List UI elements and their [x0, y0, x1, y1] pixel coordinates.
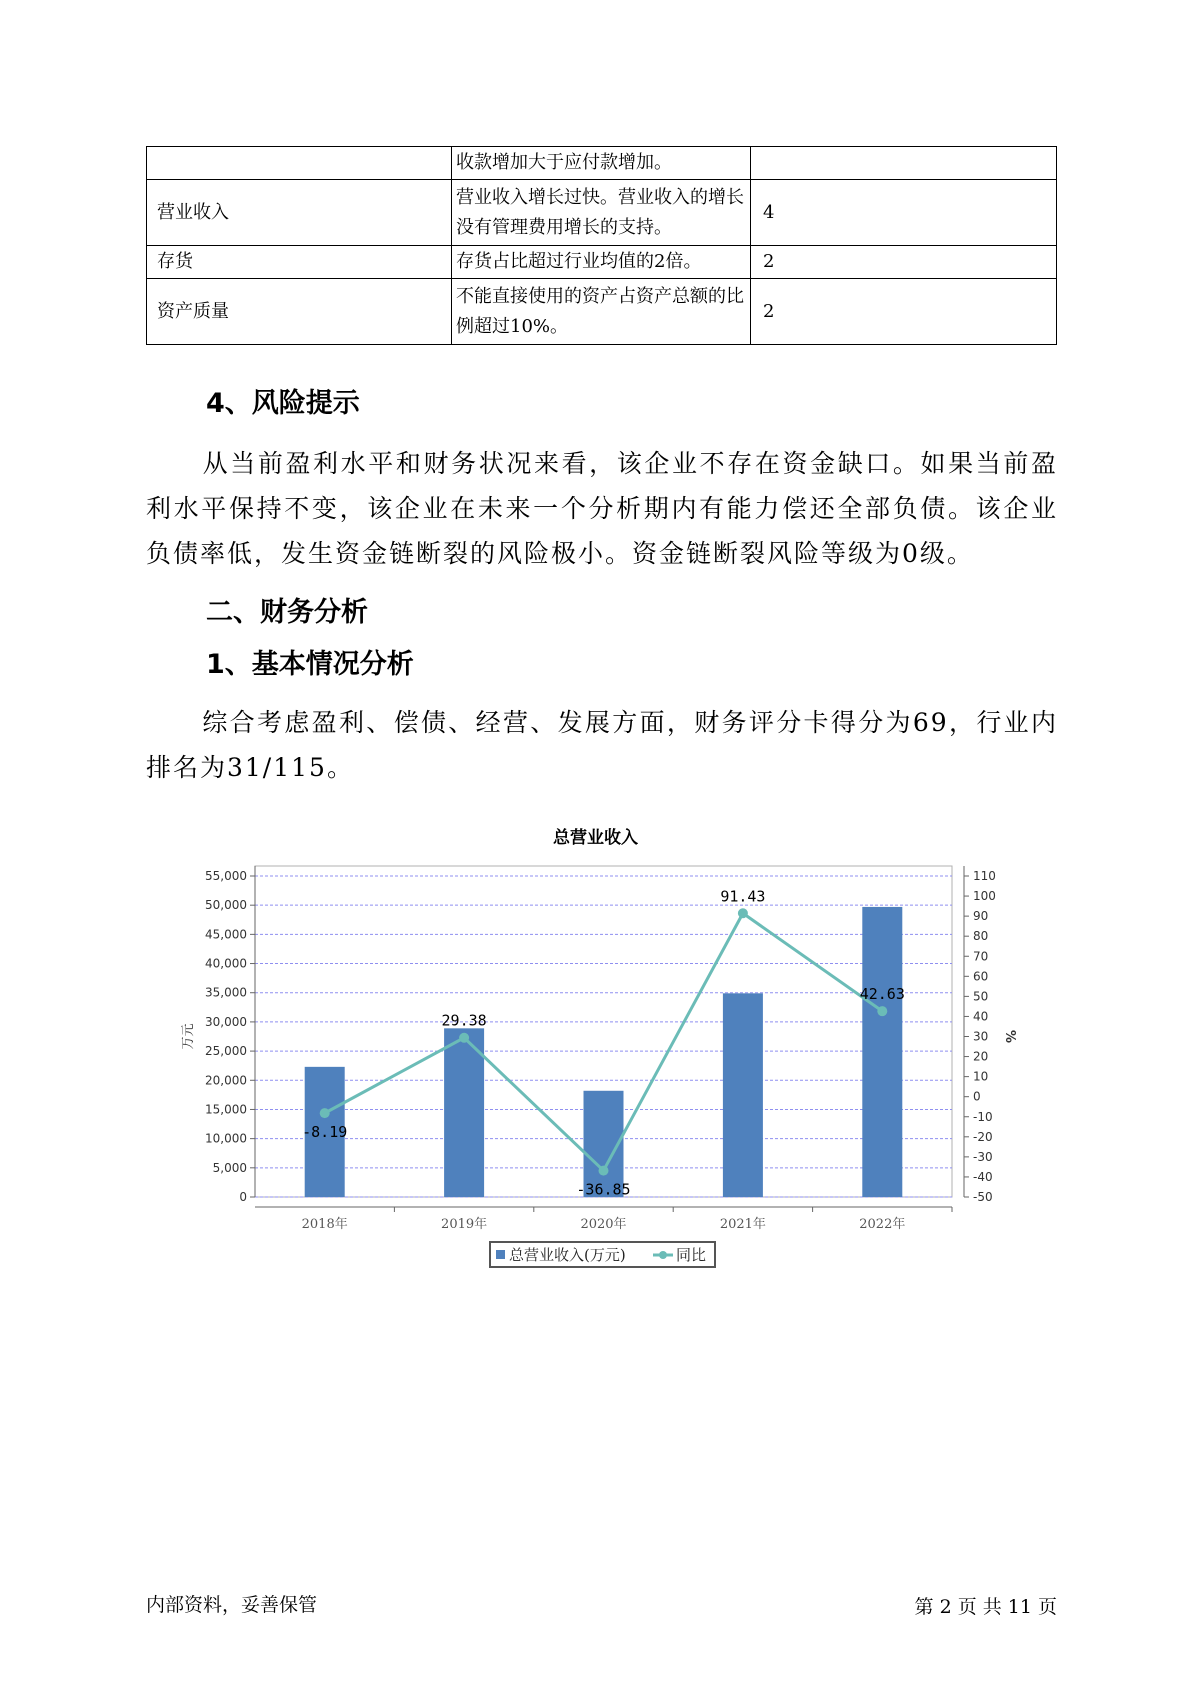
y2-tick-label: 10: [973, 1069, 989, 1084]
y2-tick-label: -30: [973, 1149, 993, 1164]
y2-tick-label: 20: [973, 1049, 989, 1064]
y2-tick-label: 110: [973, 869, 996, 883]
y-tick-label: 50,000: [205, 898, 247, 913]
point-yoy: [459, 1033, 469, 1043]
table-cell-item: 资产质量: [147, 279, 452, 345]
y-tick-label: 35,000: [205, 985, 247, 1000]
y-tick-label: 30,000: [205, 1014, 247, 1029]
table-cell-desc: 营业收入增长过快。营业收入的增长没有管理费用增长的支持。: [452, 180, 751, 246]
y-tick-label: 55,000: [205, 869, 247, 883]
legend-label-revenue: 总营业收入(万元): [509, 1246, 626, 1264]
y-tick-label: 45,000: [205, 927, 247, 942]
x-tick-label: 2018年: [301, 1217, 348, 1232]
x-tick-label: 2019年: [441, 1217, 488, 1232]
bar-revenue: [723, 993, 763, 1197]
table-cell-score: 2: [751, 246, 1057, 279]
data-label-yoy: 91.43: [720, 887, 766, 906]
risk-paragraph-text: 从当前盈利水平和财务状况来看，该企业不存在资金缺口。如果当前盈利水平保持不变，该企业在未来一个分析期内有能力偿还全部负债。该企业负债率低，发生资金链断裂的风险极小。资金链断裂风险等级为0级。: [146, 449, 1058, 568]
table-cell-item: 存货: [147, 246, 452, 279]
risk-heading: 4、风险提示: [206, 388, 360, 419]
point-yoy: [599, 1166, 609, 1176]
table-cell-desc: 存货占比超过行业均值的2倍。: [452, 246, 751, 279]
table-cell-desc: 收款增加大于应付款增加。: [452, 147, 751, 180]
x-tick-label: 2020年: [580, 1217, 627, 1232]
y2-tick-label: 50: [973, 989, 989, 1004]
y2-tick-label: -20: [973, 1129, 993, 1144]
y2-tick-label: 60: [973, 969, 989, 984]
table-cell-score: 4: [751, 180, 1057, 246]
y2-tick-label: 70: [973, 949, 989, 964]
y-tick-label: 25,000: [205, 1044, 247, 1059]
y2-tick-label: 90: [973, 909, 989, 924]
data-label-yoy: -36.85: [576, 1180, 631, 1199]
table-cell-item: 营业收入: [147, 180, 452, 246]
y2-tick-label: 100: [973, 889, 996, 904]
chart-title: 总营业收入: [553, 828, 638, 848]
y-tick-label: 40,000: [205, 956, 247, 971]
y2-tick-label: 30: [973, 1029, 989, 1044]
table-cell-score: 2: [751, 279, 1057, 345]
bar-revenue: [444, 1028, 484, 1197]
y2-tick-label: 0: [973, 1089, 981, 1104]
y-tick-label: 10,000: [205, 1131, 247, 1146]
y-axis-label: 万元: [181, 1023, 196, 1050]
point-yoy: [320, 1108, 330, 1118]
footer-page-number: 第 2 页 共 11 页: [914, 1596, 1057, 1618]
legend-swatch-revenue: [496, 1250, 505, 1259]
y-tick-label: 5,000: [212, 1160, 247, 1175]
bar-revenue: [862, 907, 902, 1197]
point-yoy: [877, 1006, 887, 1016]
data-label-yoy: 29.38: [441, 1011, 487, 1030]
legend-label-yoy: 同比: [676, 1246, 707, 1264]
y-tick-label: 0: [239, 1190, 247, 1204]
y2-tick-label: -40: [973, 1169, 993, 1184]
y2-tick-label: -10: [973, 1109, 993, 1124]
footer-confidential: 内部资料，妥善保管: [146, 1594, 318, 1616]
y2-axis-label: %: [1002, 1029, 1017, 1044]
y-tick-label: 15,000: [205, 1102, 247, 1117]
x-tick-label: 2021年: [719, 1217, 766, 1232]
finance-heading: 二、财务分析: [206, 597, 368, 628]
y-tick-label: 20,000: [205, 1073, 247, 1088]
basic-analysis-heading: 1、基本情况分析: [206, 649, 414, 680]
data-label-yoy: 42.63: [859, 985, 905, 1004]
x-tick-label: 2022年: [859, 1217, 906, 1232]
table-cell-desc: 不能直接使用的资产占资产总额的比例超过10%。: [452, 279, 751, 345]
point-yoy: [738, 908, 748, 918]
data-label-yoy: -8.19: [302, 1123, 348, 1142]
y2-tick-label: -50: [973, 1190, 993, 1204]
legend-marker-yoy: [659, 1251, 667, 1259]
y2-tick-label: 40: [973, 1009, 989, 1024]
y2-tick-label: 80: [973, 929, 989, 944]
basic-analysis-text: 综合考虑盈利、偿债、经营、发展方面，财务评分卡得分为69，行业内排名为31/115。: [146, 708, 1058, 782]
